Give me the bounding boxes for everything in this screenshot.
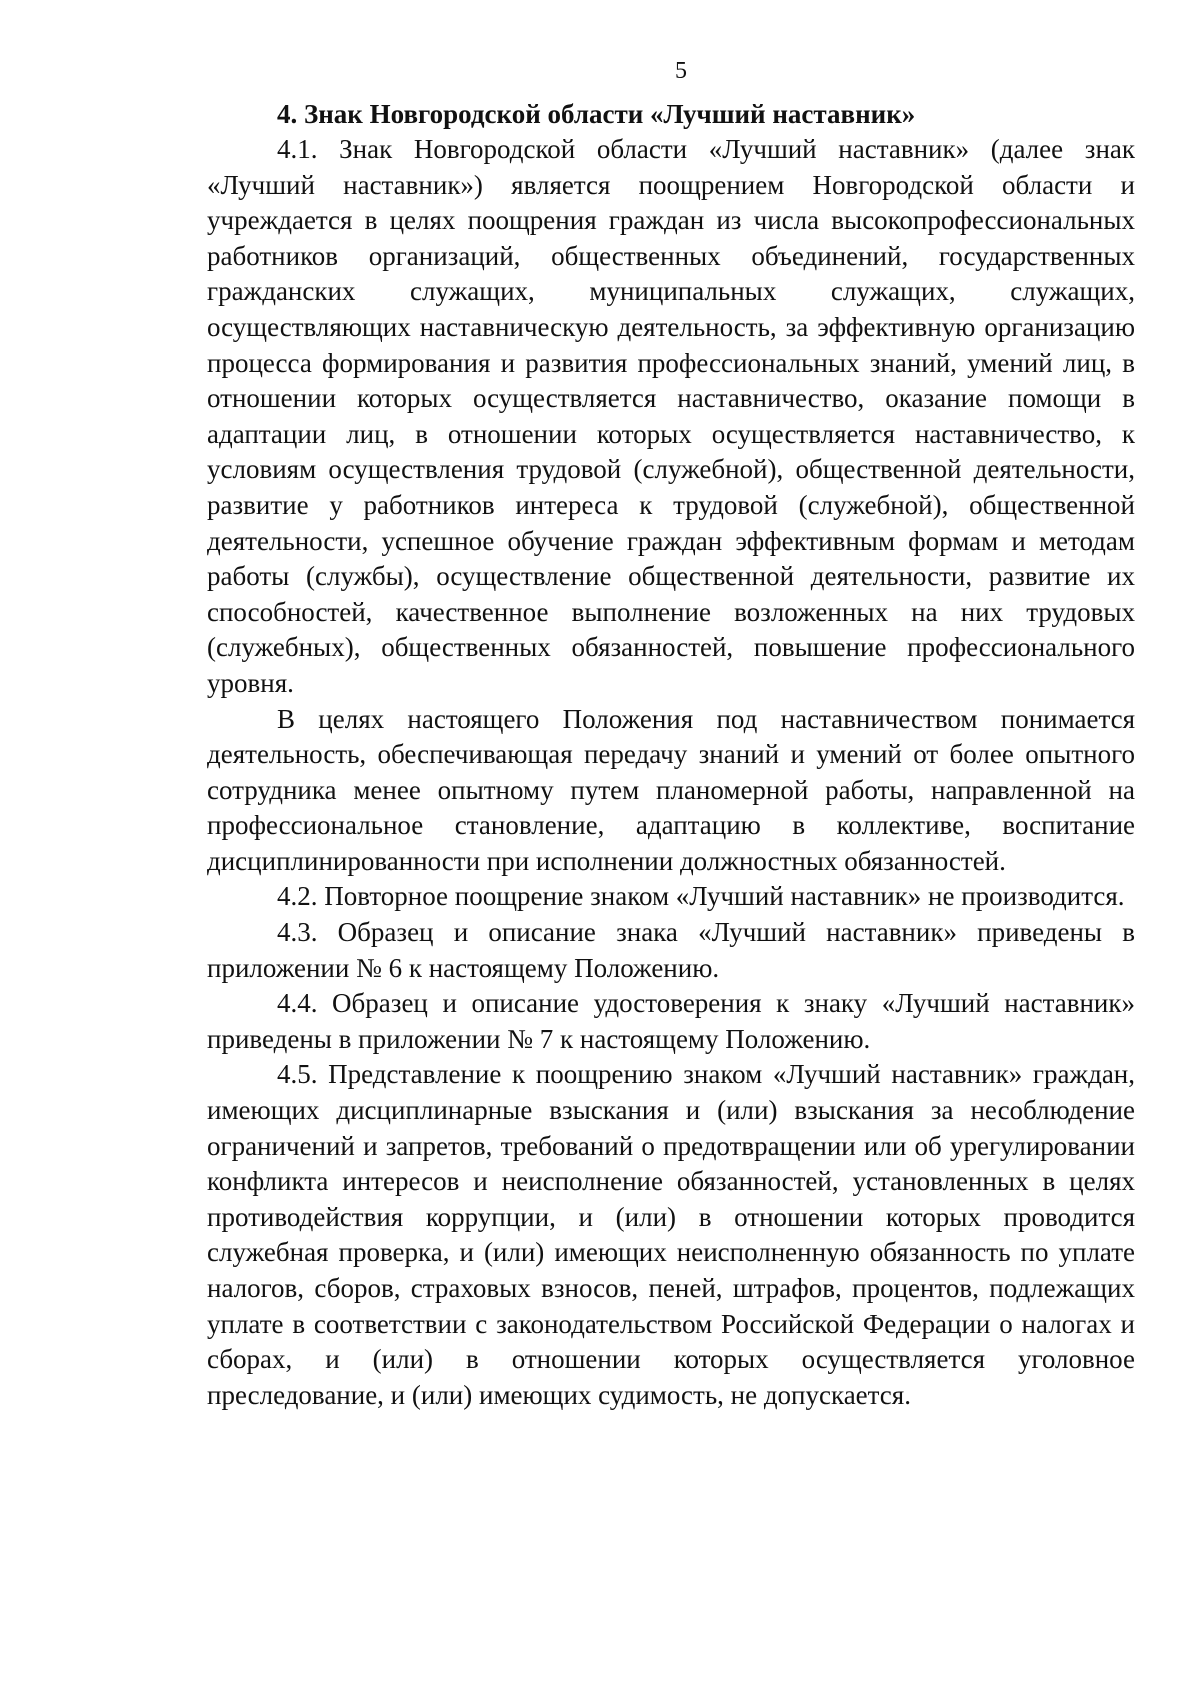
- page-number: 5: [675, 58, 687, 84]
- paragraph-4-4: 4.4. Образец и описание удостоверения к знаку «Лучший наставник» приведены в приложении № 7 к настоящему Положению.: [207, 988, 1135, 1054]
- section-title: 4. Знак Новгородской области «Лучший наставник»: [277, 99, 916, 129]
- paragraph-4-2: 4.2. Повторное поощрение знаком «Лучший наставник» не производится.: [277, 881, 1125, 912]
- paragraph-4-5: 4.5. Представление к поощрению знаком «Лучший наставник» граждан, имеющих дисциплинарные взыскания и (или) взыскания за несоблюдение ограничений и запретов, требований о предотвращении или об урегулировании конфликта интересов и неисполнение обязанностей, установленных в целях противодействия коррупции, и (или) в отношении которых проводится служебная проверка, и (или) имеющих неисполненную обязанность по уплате налогов, сборов, страховых взносов, пеней, штрафов, процентов, подлежащих уплате в соответствии с законодательством Российской Федерации о налогах и сборах, и (или) в отношении которых осуществляется уголовное преследование, и (или) имеющих судимость, не допускается.: [207, 1059, 1135, 1410]
- paragraph-mentorship-definition: В целях настоящего Положения под наставничеством понимается деятельность, обеспечивающая передачу знаний и умений от более опытного сотрудника менее опытному путем планомерной работы, направленной на профессиональное становление, адаптацию в коллективе, воспитание дисциплинированности при исполнении должностных обязанностей.: [207, 703, 1135, 876]
- paragraph-4-3: 4.3. Образец и описание знака «Лучший наставник» приведены в приложении № 6 к настоящему Положению.: [207, 917, 1135, 983]
- paragraph-4-1: 4.1. Знак Новгородской области «Лучший наставник» (далее знак «Лучший наставник») является поощрением Новгородской области и учреждается в целях поощрения граждан из числа высокопрофессиональных работников организаций, общественных объединений, государственных гражданских служащих, муниципальных служащих, служащих, осуществляющих наставническую деятельность, за эффективную организацию процесса формирования и развития профессиональных знаний, умений лиц, в отношении которых осуществляется наставничество, оказание помощи в адаптации лиц, в отношении которых осуществляется наставничество, к условиям осуществления трудовой (служебной), общественной деятельности, развитие у работников интереса к трудовой (служебной), общественной деятельности, успешное обучение граждан эффективным формам и методам работы (службы), осуществление общественной деятельности, развитие их способностей, качественное выполнение возложенных на них трудовых (служебных), общественных обязанностей, повышение профессионального уровня.: [207, 134, 1135, 698]
- document-page: [207, 56, 1135, 1413]
